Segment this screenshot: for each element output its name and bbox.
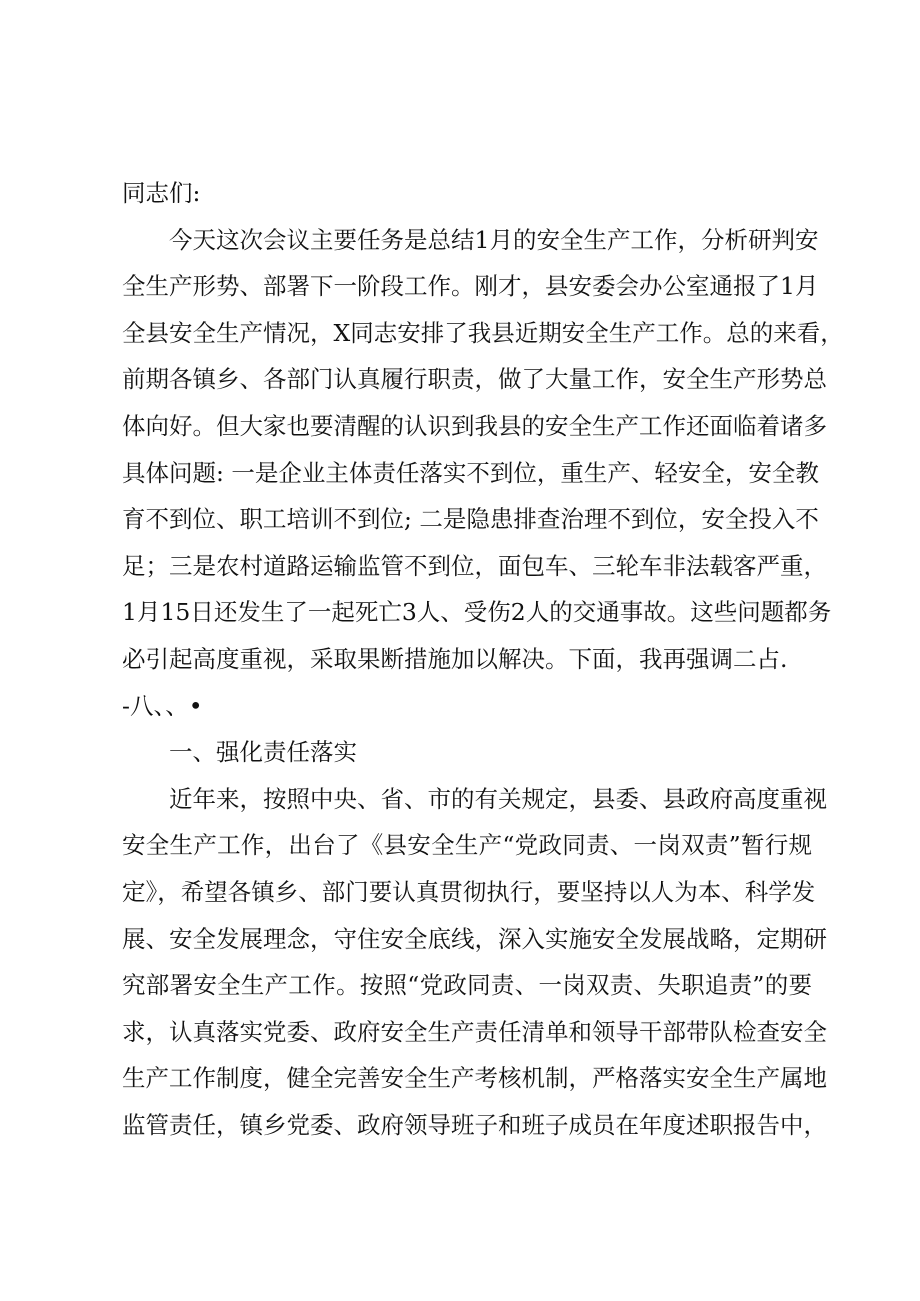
paragraph-line: 近年来，按照中央、省、市的有关规定，县委、县政府高度重视 bbox=[169, 784, 827, 813]
paragraph-line: 定》，希望各镇乡、部门要认真贯彻执行，要坚持以人为本、科学发 bbox=[122, 877, 816, 906]
paragraph-line: 求，认真落实党委、政府安全生产责任清单和领导干部带队检查安全 bbox=[122, 1017, 827, 1046]
paragraph-line: 展、安全发展理念，守住安全底线，深入实施安全发展战略，定期研 bbox=[122, 924, 827, 953]
paragraph-line: 安全生产工作，出台了《县安全生产“党政同责、一岗双责”暂行规 bbox=[122, 831, 812, 860]
paragraph-line: 监管责任，镇乡党委、政府领导班子和班子成员在年度述职报告中， bbox=[122, 1110, 827, 1139]
paragraph-line: 全生产形势、部署下一阶段工作。刚才，县安委会办公室通报了1月 bbox=[122, 272, 819, 301]
paragraph-line: 生产工作制度，健全完善安全生产考核机制，严格落实安全生产属地 bbox=[122, 1064, 827, 1093]
paragraph-line: 具体问题: 一是企业主体责任落实不到位，重生产、轻安全，安全教 bbox=[122, 458, 819, 487]
section-heading: 一、强化责任落实 bbox=[169, 738, 357, 767]
paragraph-line: 1月15日还发生了一起死亡3人、受伤2人的交通事故。这些问题都务 bbox=[122, 598, 832, 627]
paragraph-line: 足；三是农村道路运输监管不到位，面包车、三轮车非法载客严重， bbox=[122, 551, 827, 580]
paragraph-line: 全县安全生产情况，X同志安排了我县近期安全生产工作。总的来看， bbox=[122, 318, 844, 347]
paragraph-line: 育不到位、职工培训不到位; 二是隐患排查治理不到位，安全投入不 bbox=[122, 505, 819, 534]
paragraph-line: 前期各镇乡、各部门认真履行职责，做了大量工作，安全生产形势总 bbox=[122, 365, 827, 394]
paragraph-line: 体向好。但大家也要清醒的认识到我县的安全生产工作还面临着诸多 bbox=[122, 411, 827, 440]
speech-text bbox=[122, 170, 844, 1148]
stray-marks: -八、、• bbox=[122, 691, 203, 720]
paragraph-line: 今天这次会议主要任务是总结1月的安全生产工作，分析研判安 bbox=[169, 225, 819, 254]
paragraph-line: 必引起高度重视，采取果断措施加以解决。下面，我再强调二占. bbox=[122, 644, 788, 673]
salutation: 同志们: bbox=[122, 179, 201, 207]
paragraph-line: 究部署安全生产工作。按照“党政同责、一岗双责、失职追责”的要 bbox=[122, 971, 812, 1000]
